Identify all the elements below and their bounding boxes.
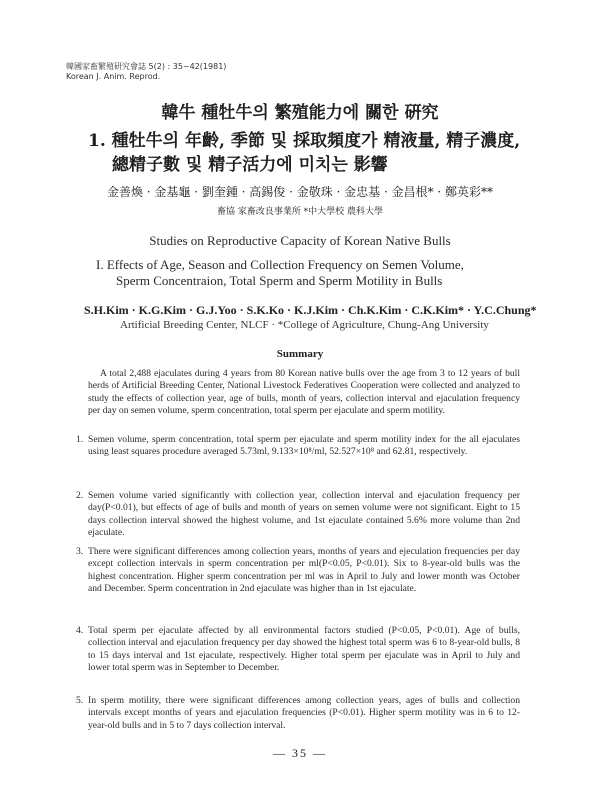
summary-item-3 — [76, 546, 520, 596]
summary-item-text: In sperm motility, there were significant differences among collection years, ages of bulls and collection intervals except months of years and ejaculation frequencies (P<0.01). Higher sperm motility was in 6 to 12-year-old bulls and in 5 to 7 days collection interval. — [88, 695, 520, 731]
english-title-line-2: I. Effects of Age, Season and Collection Frequency on Semen Volume, — [96, 257, 464, 272]
korean-affiliation: 畜協 家畜改良事業所 *中大學校 農科大學 — [216, 207, 384, 217]
journal-citation: 韓國家畜繁殖研究會誌 5(2) : 35~42(1981) — [66, 62, 227, 71]
summary-item-2 — [76, 490, 520, 540]
page-number: — 35 — — [273, 746, 327, 760]
summary-item-text: Semen volume, sperm concentration, total sperm per ejaculate and sperm motility index for the all ejaculates using least squares procedure averaged 5.73ml, 9.133×10⁸/ml, 52.527×10⁸ and 62.81, respectively. — [88, 434, 520, 458]
summary-heading: Summary — [276, 348, 324, 360]
summary-intro: A total 2,488 ejaculates during 4 years from 80 Korean native bulls over the age from 3 to 12 years of bull herds of Artificial Breeding Center, National Livestock Federatives Cooperation were collected and analyzed to study the effects of collection year, age of bulls, month of years, collection interval and ejaculation frequency per day on semen volume, sperm concentration, total sperm per ejaculate and sperm motility. — [88, 368, 520, 417]
journal-header — [66, 62, 226, 82]
korean-title-line-2: 1. 種牡牛의 年齡, 季節 및 採取頻度가 精液量, 精子濃度, — [88, 131, 521, 151]
summary-item-number: 1. — [76, 434, 84, 445]
korean-authors: 金善煥 · 金基龜 · 劉奎鍾 · 高錫俊 · 金敬珠 · 金忠基 · 金昌根* · 鄭英彩** — [106, 185, 494, 199]
summary-item-5 — [76, 695, 520, 732]
summary-item-number: 4. — [76, 625, 84, 636]
summary-item-text: There were significant differences among collection years, months of years and ejeculation frequencies per day except collection intervals in sperm concentration per ml(P<0.05, P<0.01). Six to 8-year-old bulls was the highest concentration. Higher sperm concentration per ml was in April to July and lower month was October and December. Sperm concentration in 2nd ejaculate was higher than in 1st ejaculate. — [88, 546, 520, 595]
summary-item-text: Semen volume varied significantly with collection year, collection interval and ejaculation frequency per day(P<0.01), but effects of age of bulls and month of years on semen volume were not significant. Eight to 15 days collection interval showed the highest volume, and 1st ejaculate contained 5.6% more volume than 2nd ejaculate. — [88, 490, 520, 539]
summary-item-number: 5. — [76, 695, 84, 706]
korean-title-line-1: 韓牛 種牡牛의 繁殖能力에 關한 硏究 — [161, 103, 439, 123]
english-affiliation: Artificial Breeding Center, NLCF · *College of Agriculture, Chung-Ang University — [120, 319, 489, 331]
summary-item-1 — [76, 434, 520, 459]
english-title-line-1: Studies on Reproductive Capacity of Korean Native Bulls — [149, 233, 451, 248]
summary-item-4 — [76, 625, 520, 675]
korean-title-line-3: 總精子數 및 精子活力에 미치는 影響 — [112, 155, 388, 175]
summary-item-text: Total sperm per ejaculate affected by all environmental factors studied (P<0.05, P<0.01). Age of bulls, collection interval and ejaculation frequency per day showed the highest total sperm was 6 to 8-year-old bulls, 8 to 15 days interval and 1st ejaculate, respectively. Higher total sperm per ejaculate was in April to July and lower total sperm was in September to December. — [88, 625, 520, 674]
summary-item-number: 2. — [76, 490, 84, 501]
journal-english-name: Korean J. Anim. Reprod. — [66, 72, 161, 81]
summary-item-number: 3. — [76, 546, 84, 557]
english-title-line-3: Sperm Concentraion, Total Sperm and Sperm Motility in Bulls — [116, 273, 443, 288]
english-authors: S.H.Kim · K.G.Kim · G.J.Yoo · S.K.Ko · K.J.Kim · Ch.K.Kim · C.K.Kim* · Y.C.Chung* — [84, 303, 537, 317]
